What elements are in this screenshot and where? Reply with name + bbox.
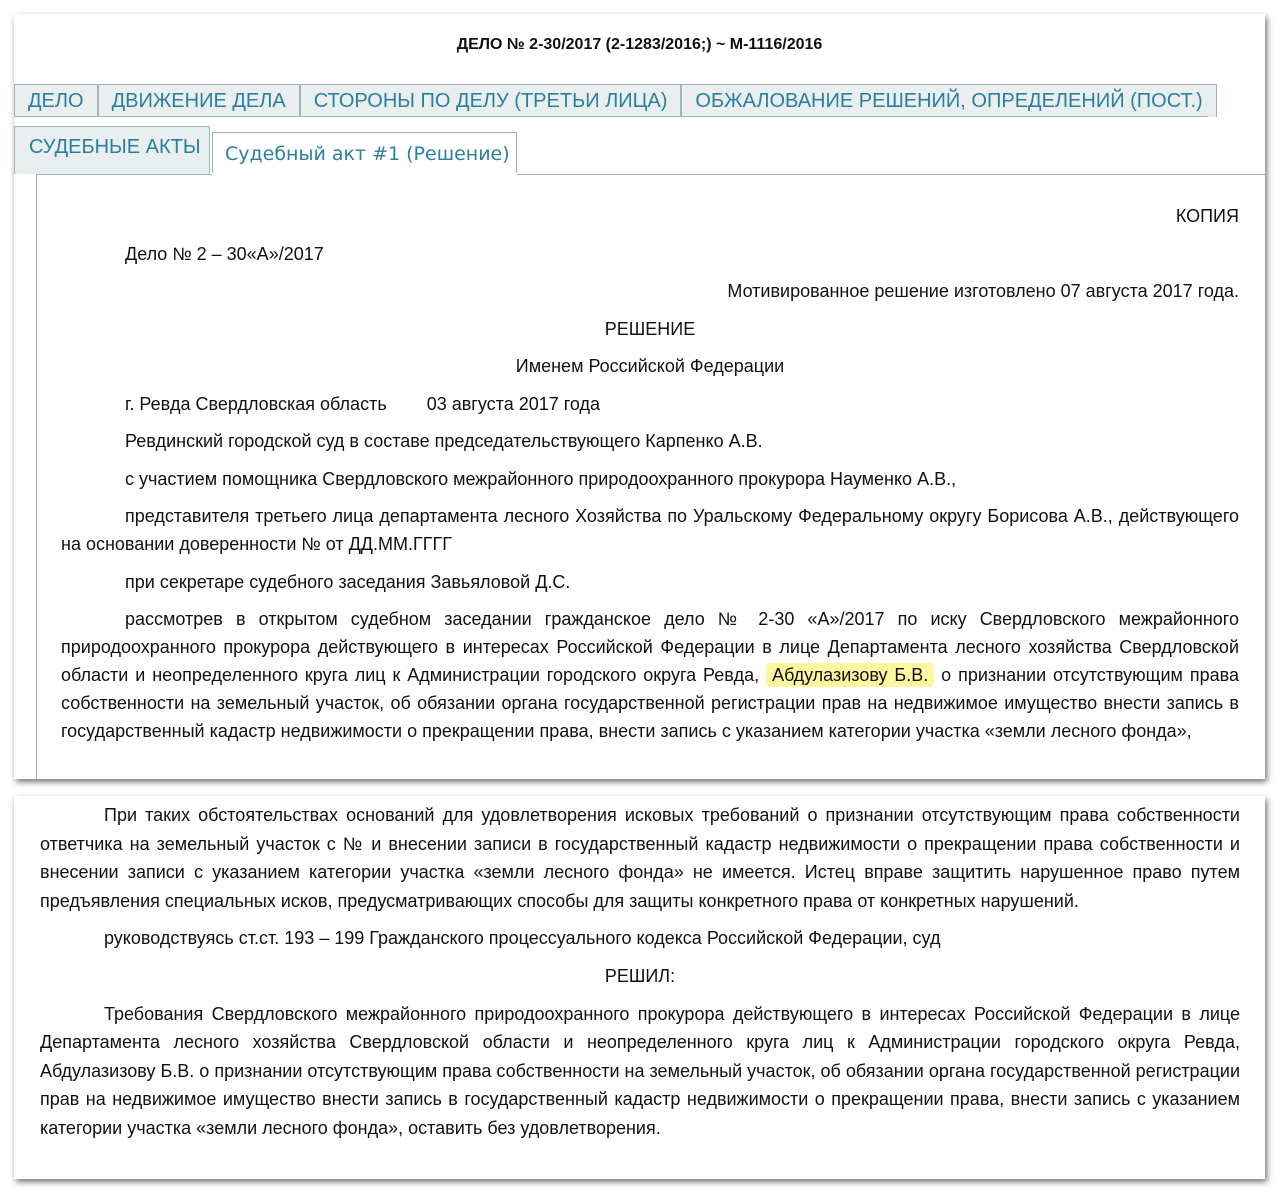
court-secretary: при секретаре судебного заседания Завьяловой Д.С. [125,571,571,592]
copy-mark: КОПИЯ [1175,206,1239,226]
court-case-panel [14,14,1265,779]
decision-excerpt-text [40,801,1240,1143]
tab-court-act-1[interactable]: Судебный акт #1 (Решение) [212,132,517,176]
tabs-divider [14,116,1208,117]
third-party-representative: представителя третьего лица департамента лесного Хозяйства по Уральскому Федеральному округу Борисова А.В., действующего на основании доверенности № от ДД.ММ.ГГГГ [61,506,1239,554]
tab-case[interactable]: ДЕЛО [14,84,98,117]
consideration-text-1: рассмотрев в открытом судебном заседании гражданское дело № 2-30 «А»/2017 по иску Свердловского межрайонного природоохранного прокурора действующего в интересах Российской Федерации в лице Департамента лесного хозяйства Свердловской области и неопределенного круга лиц к Администрации городского округа Ревда, [61,609,1239,685]
decided-heading: РЕШИЛ: [604,965,676,986]
case-title: ДЕЛО № 2-30/2017 (2-1283/2016;) ~ М-1116/2016 [456,36,823,53]
court-decision-text [61,202,1239,745]
tab-court-acts[interactable]: СУДЕБНЫЕ АКТЫ [14,126,210,174]
decision-title: РЕШЕНИЕ [604,318,696,339]
place-and-date: г. Ревда Свердловская область 03 августа 2017 года [125,393,601,414]
court-composition: Ревдинский городской суд в составе председательствующего Карпенко А.В. [125,431,763,451]
highlighted-defendant-name: Абдулазизову Б.В. [766,663,934,687]
ruling-paragraph: Требования Свердловского межрайонного природоохранного прокурора действующего в интересах Российской Федерации в лице Департамента лесного хозяйства Свердловской области и неопределенного круга лиц к Администрации городского округа Ревда, Абдулазизову Б.В. о признании отсутствующим права собственности на земельный участок, об обязании органа государственной регистрации прав на недвижимое имущество внести запись в государственный кадастр недвижимости о прекращении права, внести запись с указанием категории участка «земли лесного фонда», оставить без удовлетворения. [40,1003,1240,1138]
case-consideration-paragraph [61,605,1239,745]
tab-case-movement[interactable]: ДВИЖЕНИЕ ДЕЛА [98,84,300,117]
main-tabs [14,84,1217,117]
decision-subtitle: Именем Российской Федерации [515,356,785,376]
consideration-text-2: о признании отсутствующим права собственности на земельный участок, об обязании органа государственной регистрации прав на недвижимое имущество внести запись в государственный кадастр недвижимости о прекращении права, внести запись с указанием категории участка «земли лесного фонда», [61,665,1239,741]
tab-appeals[interactable]: ОБЖАЛОВАНИЕ РЕШЕНИЙ, ОПРЕДЕЛЕНИЙ (ПОСТ.) [681,84,1216,117]
circumstances-paragraph: При таких обстоятельствах оснований для удовлетворения исковых требований о признании отсутствующим права собственности ответчика на земельный участок с № и внесении записи в государственный кадастр недвижимости о прекращении права собственности и внесении записи с указанием категории участка «земли лесного фонда» не имеется. Истец вправе защитить нарушенное право путем предъявления специальных исков, предусматривающих способы для защиты конкретного права от конкретных нарушений. [40,805,1240,911]
motivated-decision-date: Мотивированное решение изготовлено 07 августа 2017 года. [727,281,1239,301]
tab-parties[interactable]: СТОРОНЫ ПО ДЕЛУ (ТРЕТЬИ ЛИЦА) [300,84,682,117]
guided-by-paragraph: руководствуясь ст.ст. 193 – 199 Гражданского процессуального кодекса Российской Федерации, суд [104,928,941,949]
prosecutor-participation: с участием помощника Свердловского межрайонного природоохранного прокурора Науменко А.В., [125,468,957,489]
decision-excerpt-panel [14,796,1265,1179]
case-number: Дело № 2 – 30«А»/2017 [125,243,324,264]
